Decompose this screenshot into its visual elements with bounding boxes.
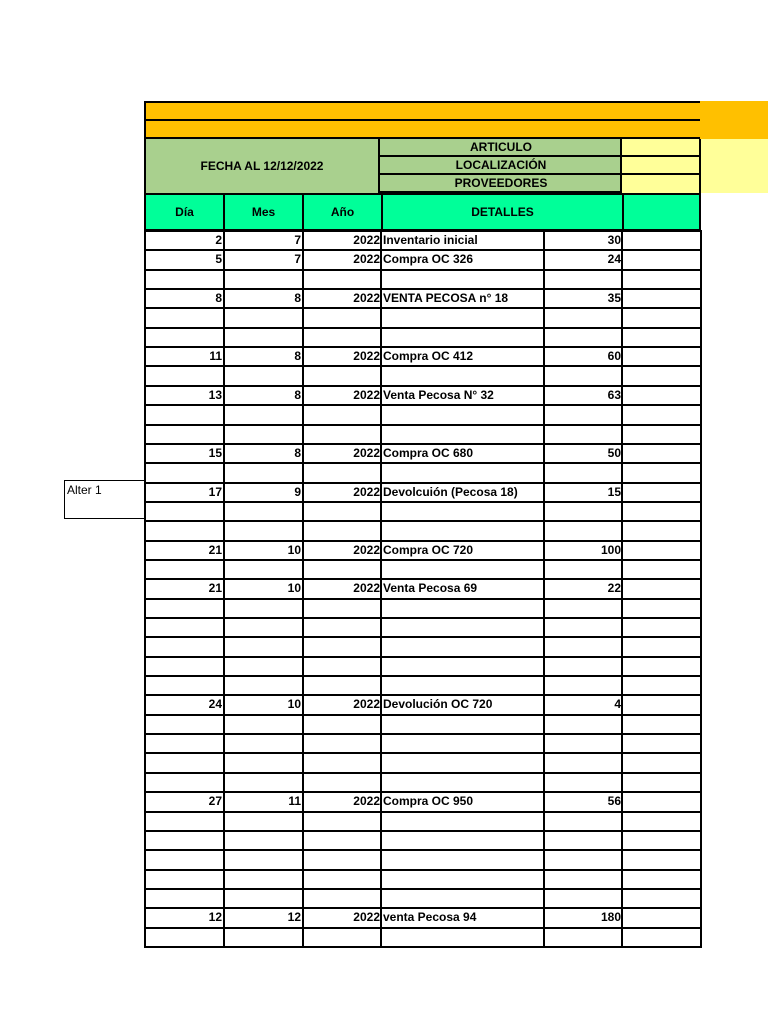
- cell-anio[interactable]: [304, 870, 380, 889]
- cell-empty[interactable]: [623, 792, 700, 811]
- cell-detalle[interactable]: [381, 831, 542, 850]
- cell-dia[interactable]: 13: [208, 388, 222, 402]
- cell-anio[interactable]: 2022: [353, 388, 380, 402]
- cell-dia[interactable]: [146, 328, 222, 347]
- cell-mes[interactable]: 8: [294, 446, 301, 460]
- cell-detalle[interactable]: [381, 676, 542, 695]
- cell-mes[interactable]: [225, 889, 301, 908]
- column-header-dia-text: Día: [175, 205, 194, 219]
- cell-mes[interactable]: [225, 812, 301, 831]
- cell-mes[interactable]: [225, 715, 301, 734]
- cell-mes[interactable]: 8: [294, 388, 301, 402]
- cell-empty[interactable]: [623, 289, 700, 308]
- cell-dia[interactable]: [146, 928, 222, 947]
- cell-dia[interactable]: [146, 270, 222, 289]
- cell-dia[interactable]: 2: [215, 233, 222, 247]
- cell-empty[interactable]: [623, 889, 700, 908]
- cell-cantidad[interactable]: 100: [600, 543, 621, 557]
- cell-empty[interactable]: [623, 328, 700, 347]
- cell-cantidad[interactable]: 30: [607, 233, 621, 247]
- cell-mes[interactable]: [225, 870, 301, 889]
- cell-cantidad[interactable]: 22: [607, 581, 621, 595]
- articulo-label: [380, 139, 622, 157]
- column-header-mes: [223, 193, 302, 231]
- cell-anio[interactable]: [304, 889, 380, 908]
- cell-detalle[interactable]: Devolución OC 720: [383, 697, 493, 711]
- cell-empty[interactable]: [623, 347, 700, 366]
- cell-anio[interactable]: 2022: [353, 581, 380, 595]
- cell-detalle[interactable]: [381, 405, 542, 424]
- cell-empty[interactable]: [623, 637, 700, 656]
- cell-dia[interactable]: [146, 618, 222, 637]
- cell-cantidad[interactable]: [545, 657, 621, 676]
- cell-detalle[interactable]: [381, 812, 542, 831]
- cell-anio[interactable]: 2022: [353, 291, 380, 305]
- cell-empty[interactable]: [623, 599, 700, 618]
- cell-empty[interactable]: [623, 676, 700, 695]
- divider: [622, 155, 700, 157]
- cell-dia[interactable]: [146, 753, 222, 772]
- cell-dia[interactable]: [146, 366, 222, 385]
- cell-mes[interactable]: 7: [294, 252, 301, 266]
- cell-mes[interactable]: [225, 928, 301, 947]
- title-bar-second: [144, 121, 700, 139]
- title-bar-top: [144, 101, 700, 121]
- cell-detalle[interactable]: [381, 889, 542, 908]
- column-header-extra: [622, 193, 701, 231]
- cell-mes[interactable]: 10: [287, 543, 301, 557]
- cell-detalle[interactable]: [381, 308, 542, 327]
- cell-cantidad[interactable]: [545, 676, 621, 695]
- cell-dia[interactable]: [146, 676, 222, 695]
- cell-anio[interactable]: 2022: [353, 252, 380, 266]
- cell-empty[interactable]: [623, 850, 700, 869]
- cell-cantidad[interactable]: [545, 773, 621, 792]
- cell-cantidad[interactable]: [545, 734, 621, 753]
- cell-mes[interactable]: [225, 270, 301, 289]
- cell-dia[interactable]: [146, 502, 222, 521]
- cell-empty[interactable]: [623, 483, 700, 502]
- cell-detalle[interactable]: [381, 618, 542, 637]
- cell-empty[interactable]: [623, 308, 700, 327]
- cell-mes[interactable]: 7: [294, 233, 301, 247]
- cell-cantidad[interactable]: [545, 463, 621, 482]
- cell-cantidad[interactable]: [545, 870, 621, 889]
- cell-detalle[interactable]: [381, 773, 542, 792]
- cell-anio[interactable]: [304, 734, 380, 753]
- cell-anio[interactable]: [304, 463, 380, 482]
- cell-mes[interactable]: [225, 560, 301, 579]
- cell-mes[interactable]: [225, 521, 301, 540]
- cell-detalle[interactable]: [381, 657, 542, 676]
- column-header-detalles-text: DETALLES: [471, 205, 534, 219]
- cell-empty[interactable]: [623, 502, 700, 521]
- cell-detalle[interactable]: VENTA PECOSA n° 18: [383, 291, 509, 305]
- cell-anio[interactable]: [304, 308, 380, 327]
- cell-empty[interactable]: [623, 657, 700, 676]
- cell-anio[interactable]: [304, 928, 380, 947]
- cell-dia[interactable]: [146, 425, 222, 444]
- cell-anio[interactable]: [304, 405, 380, 424]
- cell-cantidad[interactable]: [545, 270, 621, 289]
- column-header-detalles: [381, 193, 622, 231]
- fecha-text: FECHA AL 12/12/2022: [200, 159, 324, 173]
- cell-cantidad[interactable]: [545, 366, 621, 385]
- cell-empty[interactable]: [623, 831, 700, 850]
- cell-cantidad[interactable]: [545, 637, 621, 656]
- cell-mes[interactable]: [225, 502, 301, 521]
- cell-detalle[interactable]: [381, 502, 542, 521]
- cell-detalle[interactable]: Devolcuión (Pecosa 18): [383, 485, 518, 499]
- cell-dia[interactable]: 11: [209, 349, 222, 363]
- title-bar-top-extension: [700, 101, 768, 139]
- cell-detalle[interactable]: [381, 328, 542, 347]
- cell-anio[interactable]: [304, 637, 380, 656]
- cell-dia[interactable]: 17: [208, 485, 222, 499]
- cell-detalle[interactable]: [381, 753, 542, 772]
- cell-cantidad[interactable]: 24: [607, 252, 621, 266]
- cell-cantidad[interactable]: [545, 831, 621, 850]
- cell-anio[interactable]: 2022: [353, 233, 380, 247]
- cell-mes[interactable]: [225, 831, 301, 850]
- cell-anio[interactable]: [304, 657, 380, 676]
- cell-cantidad[interactable]: [545, 812, 621, 831]
- cell-detalle[interactable]: Compra OC 326: [383, 252, 474, 266]
- cell-mes[interactable]: 9: [294, 485, 301, 499]
- cell-cantidad[interactable]: [545, 308, 621, 327]
- cell-mes[interactable]: [225, 637, 301, 656]
- cell-mes[interactable]: 8: [294, 349, 301, 363]
- cell-dia[interactable]: [146, 850, 222, 869]
- cell-detalle[interactable]: Compra OC 720: [383, 543, 474, 557]
- column-header-anio: [302, 193, 381, 231]
- cell-dia[interactable]: [146, 560, 222, 579]
- cell-detalle[interactable]: Venta Pecosa 69: [383, 581, 478, 595]
- cell-dia[interactable]: [146, 463, 222, 482]
- cell-detalle[interactable]: [381, 366, 542, 385]
- cell-detalle[interactable]: [381, 560, 542, 579]
- cell-mes[interactable]: [225, 734, 301, 753]
- cell-empty[interactable]: [623, 425, 700, 444]
- cell-mes[interactable]: [225, 599, 301, 618]
- cell-mes[interactable]: [225, 425, 301, 444]
- cell-detalle[interactable]: [381, 599, 542, 618]
- cell-anio[interactable]: [304, 773, 380, 792]
- side-label-text: Alter 1: [67, 483, 102, 497]
- cell-mes[interactable]: 10: [287, 581, 301, 595]
- localizacion-label: [380, 157, 622, 175]
- cell-detalle[interactable]: [381, 637, 542, 656]
- cell-anio[interactable]: [304, 425, 380, 444]
- cell-mes[interactable]: [225, 753, 301, 772]
- cell-cantidad[interactable]: 50: [607, 446, 621, 460]
- cell-mes[interactable]: 10: [287, 697, 301, 711]
- cell-cantidad[interactable]: [545, 405, 621, 424]
- cell-empty[interactable]: [623, 541, 700, 560]
- cell-cantidad[interactable]: [545, 560, 621, 579]
- cell-anio[interactable]: 2022: [353, 910, 380, 924]
- cell-empty[interactable]: [623, 870, 700, 889]
- cell-detalle[interactable]: [381, 270, 542, 289]
- cell-anio[interactable]: [304, 328, 380, 347]
- cell-dia[interactable]: [146, 405, 222, 424]
- cell-detalle[interactable]: [381, 734, 542, 753]
- cell-anio[interactable]: 2022: [353, 349, 380, 363]
- cell-cantidad[interactable]: 60: [607, 349, 621, 363]
- cell-dia[interactable]: 21: [208, 543, 222, 557]
- cell-cantidad[interactable]: [545, 599, 621, 618]
- cell-dia[interactable]: [146, 773, 222, 792]
- cell-empty[interactable]: [623, 579, 700, 598]
- cell-anio[interactable]: 2022: [353, 446, 380, 460]
- cell-dia[interactable]: [146, 715, 222, 734]
- cell-anio[interactable]: 2022: [353, 697, 380, 711]
- cell-empty[interactable]: [623, 773, 700, 792]
- cell-anio[interactable]: [304, 753, 380, 772]
- cell-anio[interactable]: [304, 676, 380, 695]
- cell-empty[interactable]: [623, 928, 700, 947]
- cell-empty[interactable]: [623, 908, 700, 927]
- column-header-dia: [144, 193, 223, 231]
- cell-mes[interactable]: [225, 657, 301, 676]
- cell-detalle[interactable]: Compra OC 680: [383, 446, 474, 460]
- cell-anio[interactable]: [304, 560, 380, 579]
- cell-dia[interactable]: [146, 831, 222, 850]
- cell-mes[interactable]: [225, 366, 301, 385]
- cell-cantidad[interactable]: [545, 850, 621, 869]
- cell-cantidad[interactable]: [545, 502, 621, 521]
- cell-dia[interactable]: [146, 734, 222, 753]
- cell-mes[interactable]: [225, 308, 301, 327]
- cell-detalle[interactable]: Inventario inicial: [383, 233, 478, 247]
- cell-anio[interactable]: [304, 270, 380, 289]
- cell-detalle[interactable]: [381, 521, 542, 540]
- cell-cantidad[interactable]: 56: [607, 794, 621, 808]
- cell-empty[interactable]: [623, 444, 700, 463]
- cell-cantidad[interactable]: [545, 328, 621, 347]
- cell-cantidad[interactable]: [545, 889, 621, 908]
- cell-detalle[interactable]: [381, 425, 542, 444]
- cell-dia[interactable]: 15: [208, 446, 222, 460]
- cell-mes[interactable]: 8: [294, 291, 301, 305]
- cell-detalle[interactable]: [381, 870, 542, 889]
- cell-anio[interactable]: [304, 366, 380, 385]
- articulo-text: ARTICULO: [470, 140, 532, 154]
- cell-cantidad[interactable]: [545, 521, 621, 540]
- cell-mes[interactable]: [225, 773, 301, 792]
- cell-dia[interactable]: [146, 599, 222, 618]
- column-header-anio-text: Año: [330, 205, 355, 219]
- cell-detalle[interactable]: Venta Pecosa N° 32: [383, 388, 494, 402]
- side-label-box: [64, 480, 145, 519]
- cell-detalle[interactable]: venta Pecosa 94: [383, 910, 477, 924]
- cell-empty[interactable]: [623, 618, 700, 637]
- cell-empty[interactable]: [623, 386, 700, 405]
- localizacion-text: LOCALIZACIÓN: [455, 158, 547, 172]
- cell-dia[interactable]: [146, 521, 222, 540]
- cell-anio[interactable]: [304, 831, 380, 850]
- cell-mes[interactable]: [225, 328, 301, 347]
- divider: [620, 139, 622, 193]
- cell-cantidad[interactable]: 63: [607, 388, 621, 402]
- cell-empty[interactable]: [623, 715, 700, 734]
- cell-detalle[interactable]: [381, 850, 542, 869]
- cell-mes[interactable]: [225, 850, 301, 869]
- cell-dia[interactable]: [146, 308, 222, 327]
- cell-empty[interactable]: [623, 250, 700, 269]
- column-divider: [700, 230, 702, 948]
- cell-mes[interactable]: [225, 676, 301, 695]
- cell-dia[interactable]: [146, 812, 222, 831]
- cell-anio[interactable]: [304, 502, 380, 521]
- cell-cantidad[interactable]: 180: [600, 910, 621, 924]
- cell-anio[interactable]: 2022: [353, 485, 380, 499]
- column-header-mes-text: Mes: [251, 205, 276, 219]
- divider: [622, 173, 700, 175]
- cell-anio[interactable]: [304, 715, 380, 734]
- cell-dia[interactable]: 21: [208, 581, 222, 595]
- proveedores-label: [380, 175, 622, 193]
- proveedores-text: PROVEEDORES: [454, 176, 548, 190]
- cell-dia[interactable]: [146, 870, 222, 889]
- cell-mes[interactable]: 12: [287, 910, 301, 924]
- cell-dia[interactable]: 5: [215, 252, 222, 266]
- cell-dia[interactable]: [146, 889, 222, 908]
- cell-cantidad[interactable]: 35: [607, 291, 621, 305]
- cell-dia[interactable]: 27: [208, 794, 222, 808]
- cell-empty[interactable]: [623, 521, 700, 540]
- cell-empty[interactable]: [623, 366, 700, 385]
- cell-anio[interactable]: 2022: [353, 543, 380, 557]
- cell-anio[interactable]: 2022: [353, 794, 380, 808]
- cell-empty[interactable]: [623, 560, 700, 579]
- cell-mes[interactable]: [225, 618, 301, 637]
- cell-empty[interactable]: [623, 463, 700, 482]
- cell-anio[interactable]: [304, 521, 380, 540]
- cell-dia[interactable]: 24: [208, 697, 222, 711]
- cell-anio[interactable]: [304, 812, 380, 831]
- cell-cantidad[interactable]: [545, 753, 621, 772]
- cell-empty[interactable]: [623, 405, 700, 424]
- cell-dia[interactable]: 12: [208, 910, 222, 924]
- cell-cantidad[interactable]: 15: [607, 485, 621, 499]
- cell-dia[interactable]: [146, 657, 222, 676]
- cell-mes[interactable]: [225, 463, 301, 482]
- cell-cantidad[interactable]: [545, 425, 621, 444]
- cell-mes[interactable]: 11: [288, 794, 301, 808]
- cell-anio[interactable]: [304, 850, 380, 869]
- cell-cantidad[interactable]: [545, 928, 621, 947]
- proveedores-value-cell[interactable]: [622, 175, 768, 193]
- cell-mes[interactable]: [225, 405, 301, 424]
- fecha-label: [144, 139, 380, 193]
- cell-detalle[interactable]: [381, 463, 542, 482]
- divider: [699, 139, 701, 193]
- cell-empty[interactable]: [623, 695, 700, 714]
- cell-dia[interactable]: 8: [215, 291, 222, 305]
- cell-empty[interactable]: [623, 231, 700, 250]
- cell-detalle[interactable]: [381, 928, 542, 947]
- cell-empty[interactable]: [623, 270, 700, 289]
- cell-empty[interactable]: [623, 753, 700, 772]
- cell-cantidad[interactable]: 4: [614, 697, 621, 711]
- cell-detalle[interactable]: Compra OC 950: [383, 794, 474, 808]
- cell-detalle[interactable]: [381, 715, 542, 734]
- cell-empty[interactable]: [623, 734, 700, 753]
- cell-empty[interactable]: [623, 812, 700, 831]
- cell-dia[interactable]: [146, 637, 222, 656]
- cell-cantidad[interactable]: [545, 715, 621, 734]
- cell-cantidad[interactable]: [545, 618, 621, 637]
- cell-anio[interactable]: [304, 618, 380, 637]
- cell-detalle[interactable]: Compra OC 412: [383, 349, 474, 363]
- cell-anio[interactable]: [304, 599, 380, 618]
